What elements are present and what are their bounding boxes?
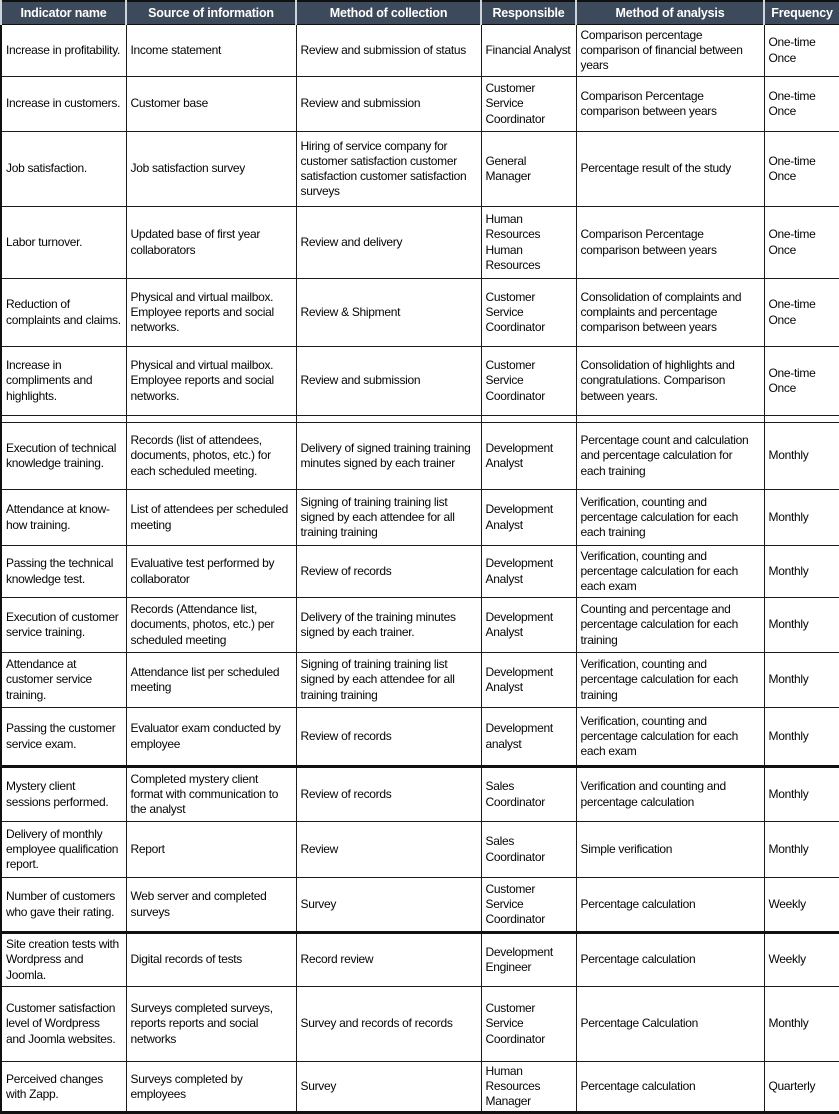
cell-source: Physical and virtual mailbox. Employee reports and social networks. <box>126 279 296 347</box>
table-row <box>1 822 839 878</box>
spacer-cell <box>764 416 839 423</box>
cell-analysis: Percentage Calculation <box>576 987 764 1062</box>
column-header-responsible: Responsible <box>481 1 576 25</box>
cell-responsible: Development analyst <box>481 708 576 767</box>
cell-frequency: Monthly <box>764 708 839 767</box>
cell-frequency: Monthly <box>764 598 839 653</box>
cell-collection: Review and submission of status <box>296 25 481 77</box>
spacer-cell <box>1 416 126 423</box>
cell-frequency: Monthly <box>764 653 839 708</box>
cell-responsible: Customer Service Coordinator <box>481 987 576 1062</box>
cell-indicator: Number of customers who gave their rating. <box>1 878 126 933</box>
cell-analysis: Percentage calculation <box>576 1062 764 1113</box>
cell-indicator: Job satisfaction. <box>1 132 126 207</box>
table-row <box>1 598 839 653</box>
cell-source: List of attendees per scheduled meeting <box>126 490 296 546</box>
table-body <box>1 25 839 1113</box>
cell-collection: Delivery of the training minutes signed by each trainer. <box>296 598 481 653</box>
cell-analysis: Simple verification <box>576 822 764 878</box>
cell-source: Records (Attendance list, documents, photos, etc.) per scheduled meeting <box>126 598 296 653</box>
cell-indicator: Increase in customers. <box>1 77 126 132</box>
cell-responsible: Human Resources Manager <box>481 1062 576 1113</box>
cell-collection: Review of records <box>296 708 481 767</box>
table-row <box>1 132 839 207</box>
cell-collection: Review <box>296 822 481 878</box>
table-row <box>1 490 839 546</box>
column-header-method-of-collection: Method of collection <box>296 1 481 25</box>
cell-analysis: Percentage calculation <box>576 878 764 933</box>
cell-collection: Review and submission <box>296 347 481 416</box>
spacer-cell <box>576 416 764 423</box>
cell-frequency: Monthly <box>764 767 839 822</box>
cell-analysis: Verification, counting and percentage calculation for each each exam <box>576 546 764 598</box>
table-row <box>1 933 839 987</box>
cell-indicator: Execution of customer service training. <box>1 598 126 653</box>
cell-frequency: One-time Once <box>764 347 839 416</box>
column-header-indicator-name: Indicator name <box>1 1 126 25</box>
cell-indicator: Site creation tests with Wordpress and Joomla. <box>1 933 126 987</box>
table-row <box>1 767 839 822</box>
table-row <box>1 347 839 416</box>
cell-responsible: Financial Analyst <box>481 25 576 77</box>
cell-source: Updated base of first year collaborators <box>126 207 296 279</box>
cell-responsible: Sales Coordinator <box>481 767 576 822</box>
column-header-method-of-analysis: Method of analysis <box>576 1 764 25</box>
cell-source: Evaluative test performed by collaborator <box>126 546 296 598</box>
cell-responsible: Customer Service Coordinator <box>481 347 576 416</box>
cell-source: Records (list of attendees, documents, photos, etc.) for each scheduled meeting. <box>126 423 296 490</box>
cell-analysis: Verification and counting and percentage calculation <box>576 767 764 822</box>
cell-collection: Record review <box>296 933 481 987</box>
cell-frequency: Monthly <box>764 546 839 598</box>
cell-indicator: Labor turnover. <box>1 207 126 279</box>
cell-source: Income statement <box>126 25 296 77</box>
cell-source: Completed mystery client format with communication to the analyst <box>126 767 296 822</box>
cell-indicator: Customer satisfaction level of Wordpress and Joomla websites. <box>1 987 126 1062</box>
cell-source: Customer base <box>126 77 296 132</box>
cell-collection: Survey and records of records <box>296 987 481 1062</box>
cell-source: Physical and virtual mailbox. Employee reports and social networks. <box>126 347 296 416</box>
table-row <box>1 1062 839 1113</box>
cell-responsible: General Manager <box>481 132 576 207</box>
cell-responsible: Development Analyst <box>481 653 576 708</box>
cell-frequency: One-time Once <box>764 279 839 347</box>
table-row <box>1 207 839 279</box>
cell-collection: Review of records <box>296 546 481 598</box>
cell-frequency: One-time Once <box>764 25 839 77</box>
cell-responsible: Customer Service Coordinator <box>481 878 576 933</box>
column-header-source-of-information: Source of information <box>126 1 296 25</box>
cell-indicator: Execution of technical knowledge training. <box>1 423 126 490</box>
spacer-cell <box>481 416 576 423</box>
cell-responsible: Human Resources Human Resources <box>481 207 576 279</box>
table-row <box>1 546 839 598</box>
table-row <box>1 653 839 708</box>
cell-responsible: Customer Service Coordinator <box>481 279 576 347</box>
cell-frequency: Quarterly <box>764 1062 839 1113</box>
cell-analysis: Comparison Percentage comparison between years <box>576 207 764 279</box>
cell-analysis: Percentage calculation <box>576 933 764 987</box>
cell-collection: Hiring of service company for customer satisfaction customer satisfaction customer satisfaction surveys <box>296 132 481 207</box>
cell-analysis: Counting and percentage and percentage calculation for each training <box>576 598 764 653</box>
cell-indicator: Reduction of complaints and claims. <box>1 279 126 347</box>
cell-collection: Delivery of signed training training minutes signed by each trainer <box>296 423 481 490</box>
cell-analysis: Verification, counting and percentage calculation for each each training <box>576 490 764 546</box>
cell-source: Surveys completed by employees <box>126 1062 296 1113</box>
cell-frequency: Monthly <box>764 987 839 1062</box>
cell-frequency: One-time Once <box>764 77 839 132</box>
cell-analysis: Percentage count and calculation and percentage calculation for each training <box>576 423 764 490</box>
cell-collection: Signing of training training list signed by each attendee for all training training <box>296 653 481 708</box>
cell-indicator: Increase in profitability. <box>1 25 126 77</box>
cell-analysis: Percentage result of the study <box>576 132 764 207</box>
cell-source: Surveys completed surveys, reports reports and social networks <box>126 987 296 1062</box>
spacer-cell <box>296 416 481 423</box>
cell-indicator: Mystery client sessions performed. <box>1 767 126 822</box>
cell-responsible: Development Analyst <box>481 423 576 490</box>
cell-frequency: One-time Once <box>764 132 839 207</box>
cell-analysis: Comparison percentage comparison of financial between years <box>576 25 764 77</box>
table-row <box>1 423 839 490</box>
cell-responsible: Sales Coordinator <box>481 822 576 878</box>
cell-indicator: Passing the customer service exam. <box>1 708 126 767</box>
cell-source: Digital records of tests <box>126 933 296 987</box>
table-row <box>1 708 839 767</box>
cell-indicator: Attendance at customer service training. <box>1 653 126 708</box>
cell-collection: Review of records <box>296 767 481 822</box>
cell-indicator: Passing the technical knowledge test. <box>1 546 126 598</box>
cell-collection: Review and submission <box>296 77 481 132</box>
table-row <box>1 878 839 933</box>
cell-collection: Review and delivery <box>296 207 481 279</box>
cell-frequency: Monthly <box>764 822 839 878</box>
table-row <box>1 987 839 1062</box>
column-header-frequency: Frequency <box>764 1 839 25</box>
table-row <box>1 77 839 132</box>
cell-collection: Survey <box>296 1062 481 1113</box>
cell-frequency: Monthly <box>764 423 839 490</box>
cell-analysis: Comparison Percentage comparison between years <box>576 77 764 132</box>
cell-source: Attendance list per scheduled meeting <box>126 653 296 708</box>
cell-source: Report <box>126 822 296 878</box>
cell-responsible: Development Engineer <box>481 933 576 987</box>
cell-indicator: Perceived changes with Zapp. <box>1 1062 126 1113</box>
cell-source: Job satisfaction survey <box>126 132 296 207</box>
cell-source: Web server and completed surveys <box>126 878 296 933</box>
cell-frequency: One-time Once <box>764 207 839 279</box>
cell-frequency: Weekly <box>764 878 839 933</box>
cell-analysis: Consolidation of highlights and congratulations. Comparison between years. <box>576 347 764 416</box>
cell-responsible: Development Analyst <box>481 598 576 653</box>
section-spacer-row <box>1 416 839 423</box>
cell-source: Evaluator exam conducted by employee <box>126 708 296 767</box>
cell-analysis: Verification, counting and percentage calculation for each training <box>576 653 764 708</box>
cell-frequency: Weekly <box>764 933 839 987</box>
cell-indicator: Delivery of monthly employee qualification report. <box>1 822 126 878</box>
cell-collection: Review & Shipment <box>296 279 481 347</box>
cell-responsible: Development Analyst <box>481 546 576 598</box>
cell-collection: Signing of training training list signed by each attendee for all training training <box>296 490 481 546</box>
cell-frequency: Monthly <box>764 490 839 546</box>
table-row <box>1 25 839 77</box>
cell-analysis: Verification, counting and percentage calculation for each each exam <box>576 708 764 767</box>
cell-responsible: Customer Service Coordinator <box>481 77 576 132</box>
table-header-row <box>1 1 839 25</box>
cell-indicator: Increase in compliments and highlights. <box>1 347 126 416</box>
cell-indicator: Attendance at know-how training. <box>1 490 126 546</box>
table-row <box>1 279 839 347</box>
cell-analysis: Consolidation of complaints and complaints and percentage comparison between years <box>576 279 764 347</box>
spacer-cell <box>126 416 296 423</box>
cell-collection: Survey <box>296 878 481 933</box>
cell-responsible: Development Analyst <box>481 490 576 546</box>
